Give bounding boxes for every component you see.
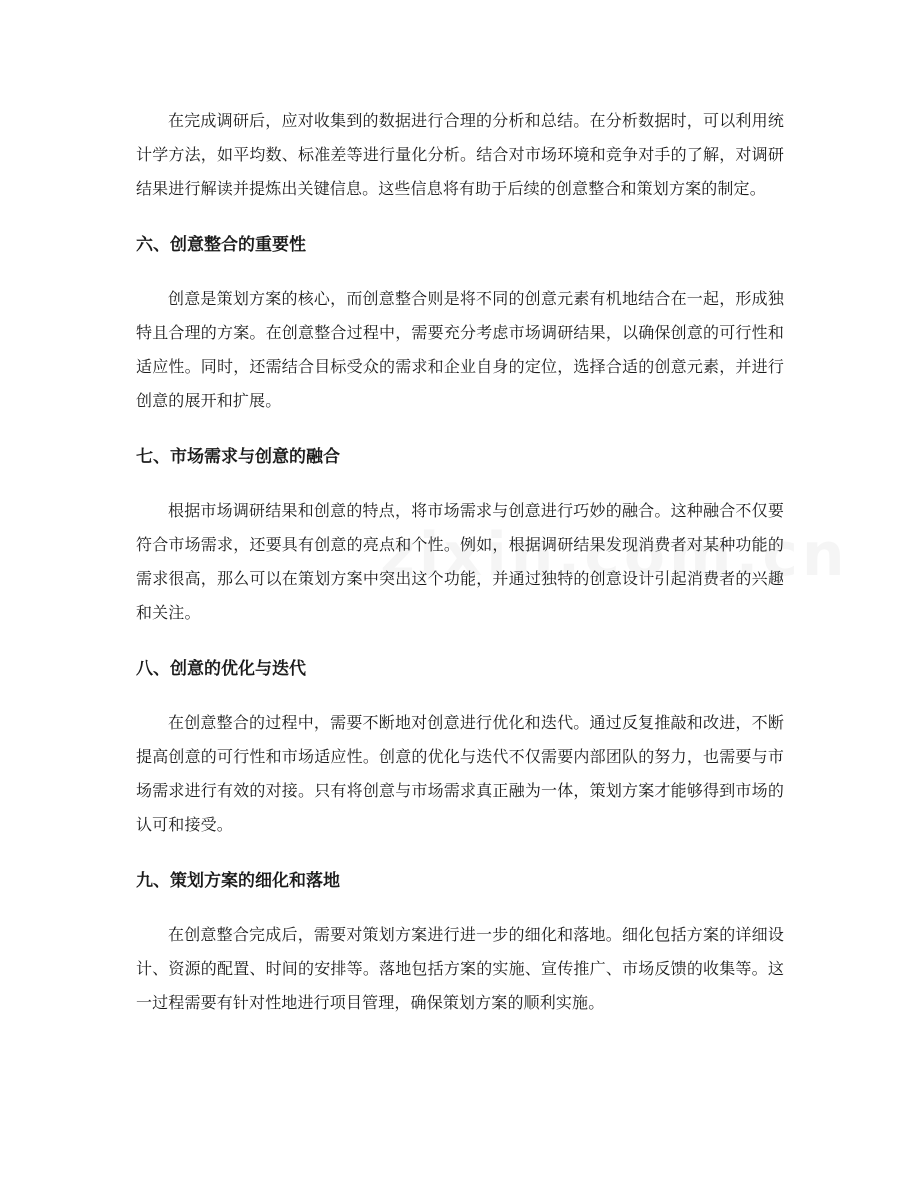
- section-body-7: 根据市场调研结果和创意的特点，将市场需求与创意进行巧妙的融合。这种融合不仅要符合市场需求，还要具有创意的亮点和个性。例如，根据调研结果发现消费者对某种功能的需求很高，那么可以在策划方案中突出这个功能，并通过独特的创意设计引起消费者的兴趣和关注。: [136, 501, 784, 622]
- section-heading-9: 九、策划方案的细化和落地: [136, 871, 340, 891]
- intro-paragraph: 在完成调研后，应对收集到的数据进行合理的分析和总结。在分析数据时，可以利用统计学方法，如平均数、标准差等进行量化分析。结合对市场环境和竞争对手的了解，对调研结果进行解读并提炼出关键信息。这些信息将有助于后续的创意整合和策划方案的制定。: [136, 111, 784, 198]
- document-page: [136, 104, 784, 1020]
- section-heading-6: 六、创意整合的重要性: [136, 235, 306, 255]
- section-body-6: 创意是策划方案的核心，而创意整合则是将不同的创意元素有机地结合在一起，形成独特且合理的方案。在创意整合过程中，需要充分考虑市场调研结果，以确保创意的可行性和适应性。同时，还需结合目标受众的需求和企业自身的定位，选择合适的创意元素，并进行创意的展开和扩展。: [136, 289, 784, 410]
- section-heading-8: 八、创意的优化与迭代: [136, 659, 306, 679]
- section-body-8: 在创意整合的过程中，需要不断地对创意进行优化和迭代。通过反复推敲和改进，不断提高创意的可行性和市场适应性。创意的优化与迭代不仅需要内部团队的努力，也需要与市场需求进行有效的对接。只有将创意与市场需求真正融为一体，策划方案才能够得到市场的认可和接受。: [136, 713, 784, 834]
- section-heading-7: 七、市场需求与创意的融合: [136, 447, 340, 467]
- section-body-9: 在创意整合完成后，需要对策划方案进行进一步的细化和落地。细化包括方案的详细设计、资源的配置、时间的安排等。落地包括方案的实施、宣传推广、市场反馈的收集等。这一过程需要有针对性地进行项目管理，确保策划方案的顺利实施。: [136, 925, 784, 1012]
